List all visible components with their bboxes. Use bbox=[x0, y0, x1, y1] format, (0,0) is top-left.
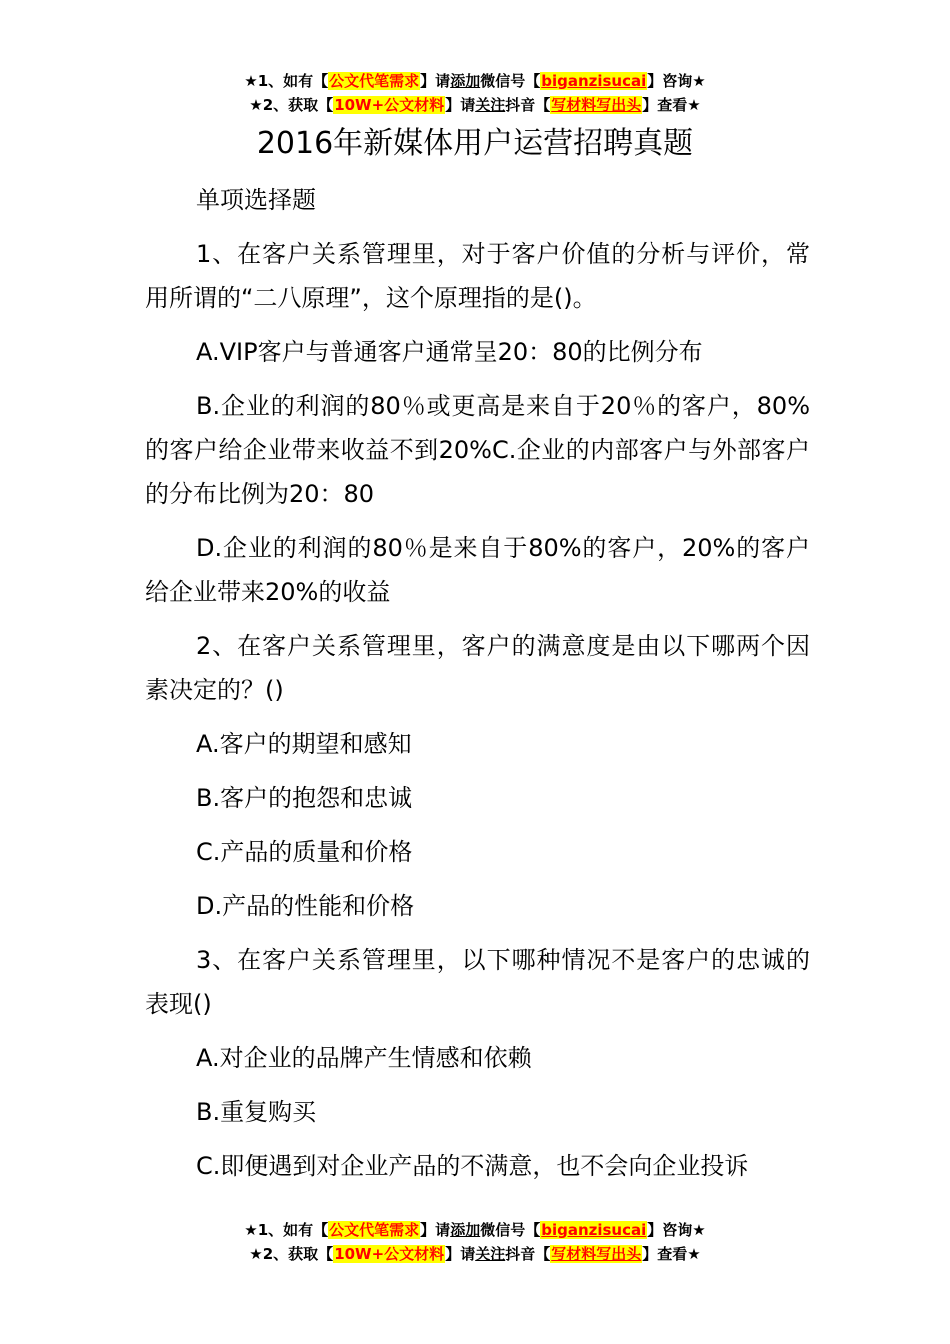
question-2: 2、在客户关系管理里，客户的满意度是由以下哪两个因素决定的？() bbox=[145, 632, 810, 704]
question-2-option-a: A.客户的期望和感知 bbox=[196, 730, 412, 758]
banner-text: 微信号【 bbox=[480, 1221, 541, 1239]
banner-highlight: 10W+公文材料 bbox=[334, 1245, 445, 1263]
promo-banner-footer-line-2 bbox=[0, 1243, 950, 1265]
document-title: 2016年新媒体用户运营招聘真题 bbox=[256, 126, 694, 161]
promo-banner-footer-line-1 bbox=[0, 1219, 950, 1241]
banner-text: 抖音【 bbox=[505, 1245, 551, 1263]
banner-text: 】请 bbox=[420, 72, 451, 90]
banner-prefix: ★2、获取【 bbox=[249, 1245, 334, 1263]
banner-suffix: 】查看★ bbox=[642, 96, 701, 114]
question-3: 3、在客户关系管理里，以下哪种情况不是客户的忠诚的表现() bbox=[145, 946, 810, 1018]
question-1-option-a: A.VIP客户与普通客户通常呈20：80的比例分布 bbox=[196, 338, 703, 366]
question-3-option-b: B.重复购买 bbox=[196, 1098, 317, 1126]
banner-underlined-text: 添加 bbox=[450, 1221, 481, 1239]
banner-highlight: 公文代笔需求 bbox=[329, 72, 420, 90]
banner-suffix: 】咨询★ bbox=[647, 1221, 706, 1239]
promo-banner-line-1 bbox=[0, 70, 950, 92]
question-1-option-b-c: B.企业的利润的80％或更高是来自于20％的客户，80%的客户给企业带来收益不到20%C.企业的内部客户与外部客户的分布比例为20：80 bbox=[145, 392, 810, 508]
banner-text: 】请 bbox=[445, 96, 476, 114]
wechat-id-link[interactable]: biganzisucai bbox=[541, 1221, 647, 1239]
question-1: 1、在客户关系管理里，对于客户价值的分析与评价，常用所谓的“二八原理”，这个原理指的是()。 bbox=[145, 240, 810, 312]
banner-text: 抖音【 bbox=[505, 96, 551, 114]
question-3-option-c: C.即便遇到对企业产品的不满意，也不会向企业投诉 bbox=[196, 1152, 749, 1180]
douyin-account-link[interactable]: 写材料写出头 bbox=[551, 96, 642, 114]
banner-underlined-text: 关注 bbox=[475, 1245, 506, 1263]
banner-suffix: 】咨询★ bbox=[647, 72, 706, 90]
question-2-option-d: D.产品的性能和价格 bbox=[196, 892, 415, 920]
banner-highlight: 10W+公文材料 bbox=[334, 96, 445, 114]
banner-prefix: ★1、如有【 bbox=[244, 72, 329, 90]
douyin-account-link[interactable]: 写材料写出头 bbox=[551, 1245, 642, 1263]
banner-prefix: ★2、获取【 bbox=[249, 96, 334, 114]
banner-suffix: 】查看★ bbox=[642, 1245, 701, 1263]
promo-banner-line-2 bbox=[0, 94, 950, 116]
banner-text: 】请 bbox=[420, 1221, 451, 1239]
question-1-option-d: D.企业的利润的80％是来自于80%的客户，20%的客户给企业带来20%的收益 bbox=[145, 534, 810, 606]
section-heading: 单项选择题 bbox=[196, 186, 316, 214]
banner-prefix: ★1、如有【 bbox=[244, 1221, 329, 1239]
question-2-option-b: B.客户的抱怨和忠诚 bbox=[196, 784, 413, 812]
banner-text: 】请 bbox=[445, 1245, 476, 1263]
wechat-id-link[interactable]: biganzisucai bbox=[541, 72, 647, 90]
banner-highlight: 公文代笔需求 bbox=[329, 1221, 420, 1239]
banner-underlined-text: 添加 bbox=[450, 72, 481, 90]
question-2-option-c: C.产品的质量和价格 bbox=[196, 838, 413, 866]
banner-underlined-text: 关注 bbox=[475, 96, 506, 114]
banner-text: 微信号【 bbox=[480, 72, 541, 90]
document-body bbox=[145, 178, 810, 1198]
question-3-option-a: A.对企业的品牌产生情感和依赖 bbox=[196, 1044, 532, 1072]
